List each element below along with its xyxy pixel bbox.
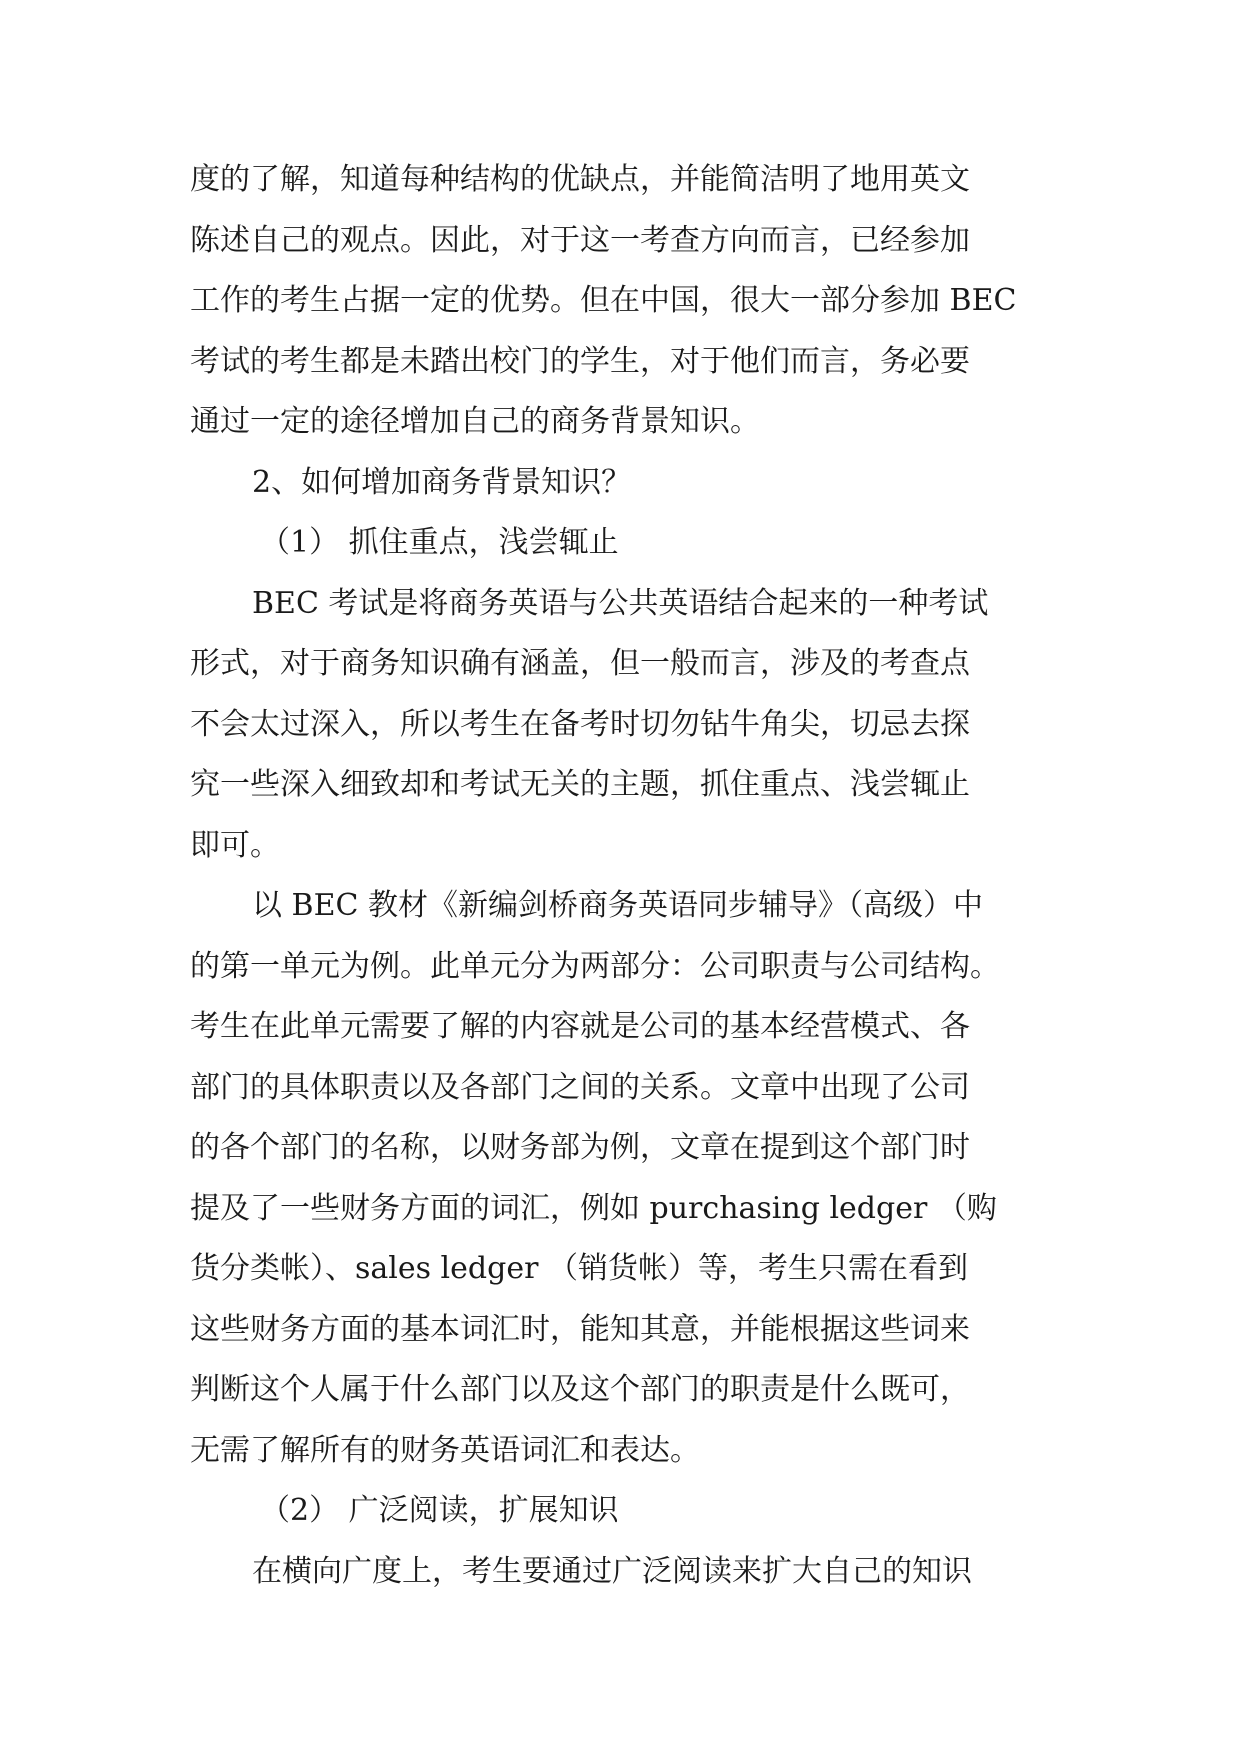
text-line: 不会太过深入，所以考生在备考时切勿钻牛角尖，切忌去探 <box>190 706 970 742</box>
subsection-heading: （1） 抓住重点，浅尝辄止 <box>260 525 619 560</box>
section-heading: 2、如何增加商务背景知识？ <box>252 464 632 500</box>
text-line: 通过一定的途径增加自己的商务背景知识。 <box>190 404 760 439</box>
text-line: 考生在此单元需要了解的内容就是公司的基本经营模式、各 <box>190 1009 970 1044</box>
text-line: 部门的具体职责以及各部门之间的关系。文章中出现了公司 <box>190 1069 970 1105</box>
text-line: 的第一单元为例。此单元分为两部分：公司职责与公司结构。 <box>190 948 1000 984</box>
text-line: 度的了解，知道每种结构的优缺点，并能简洁明了地用英文 <box>190 162 970 197</box>
text-line: 的各个部门的名称，以财务部为例，文章在提到这个部门时 <box>190 1130 970 1165</box>
subsection-heading: （2） 广泛阅读，扩展知识 <box>260 1493 619 1528</box>
text-line: 考试的考生都是未踏出校门的学生，对于他们而言，务必要 <box>190 343 970 379</box>
body-text <box>190 150 1050 1602</box>
text-line: 工作的考生占据一定的优势。但在中国，很大一部分参加 BEC <box>190 283 1017 318</box>
text-line: 究一些深入细致却和考试无关的主题，抓住重点、浅尝辄止 <box>190 767 970 802</box>
text-line: 陈述自己的观点。因此，对于这一考查方向而言，已经参加 <box>190 222 970 258</box>
text-line: 货分类帐）、sales ledger （销货帐）等，考生只需在看到 <box>190 1251 968 1286</box>
text-line: 即可。 <box>190 827 280 863</box>
text-line: 在横向广度上，考生要通过广泛阅读来扩大自己的知识 <box>252 1553 972 1589</box>
text-line: 提及了一些财务方面的词汇，例如 purchasing ledger （购 <box>190 1190 997 1226</box>
text-line: BEC 考试是将商务英语与公共英语结合起来的一种考试 <box>252 585 989 621</box>
text-line: 以 BEC 教材《新编剑桥商务英语同步辅导》（高级）中 <box>252 888 983 923</box>
text-line: 无需了解所有的财务英语词汇和表达。 <box>190 1432 700 1468</box>
text-line: 这些财务方面的基本词汇时，能知其意，并能根据这些词来 <box>190 1311 970 1347</box>
text-line: 判断这个人属于什么部门以及这个部门的职责是什么既可， <box>190 1372 970 1407</box>
text-line: 形式，对于商务知识确有涵盖，但一般而言，涉及的考查点 <box>190 646 970 681</box>
